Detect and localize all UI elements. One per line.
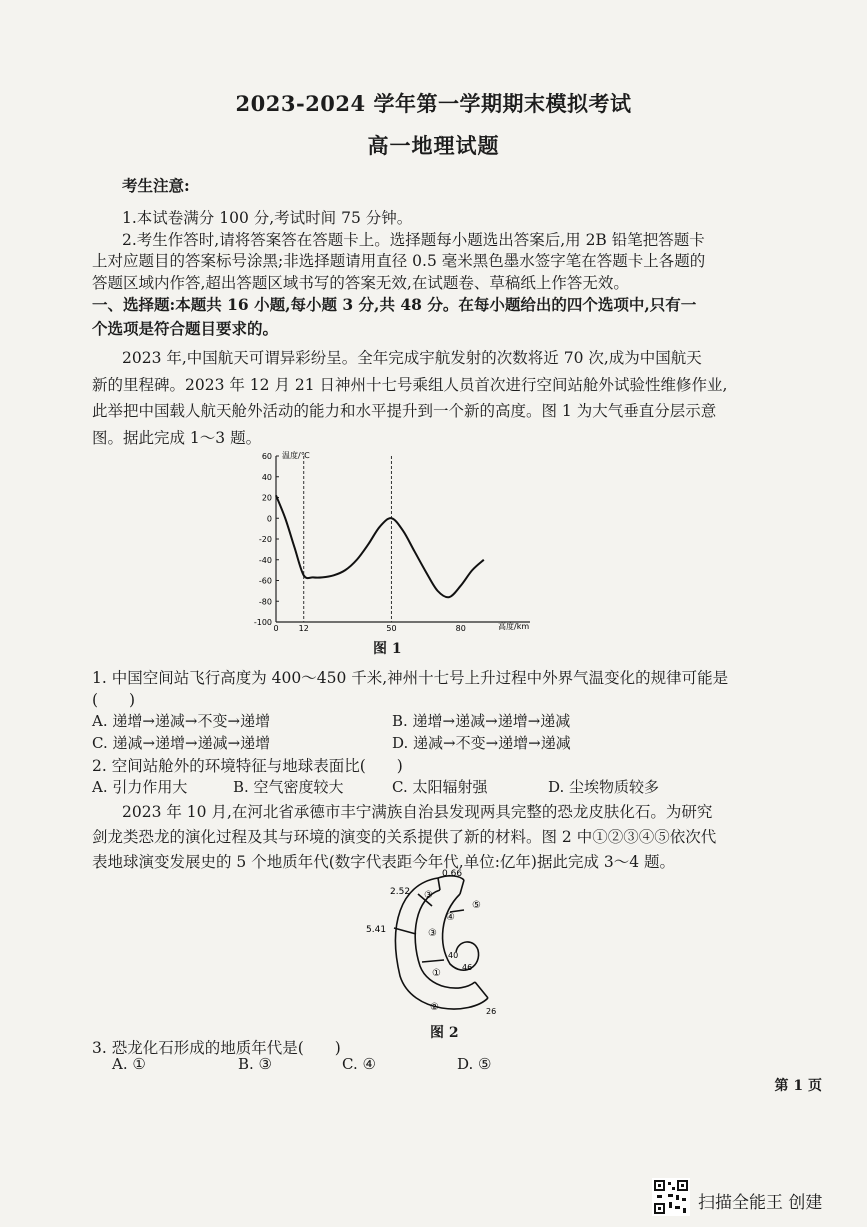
spiral-segment-line xyxy=(394,928,416,934)
section-1-heading-line-1: 一、选择题:本题共 16 小题,每小题 3 分,共 48 分。在每小题给出的四个选项中,只有一 xyxy=(92,295,697,314)
exam-subtitle: 高一地理试题 xyxy=(367,133,500,158)
label-5-41: 5.41 xyxy=(366,925,387,935)
notice-item-2-line-1: 2.考生作答时,请将答案答在答题卡上。选择题每小题选出答案后,用 2B 铅笔把答题卡 xyxy=(122,231,705,249)
x-axis-label: 高度/km xyxy=(498,622,530,631)
y-tick-label: -40 xyxy=(258,555,272,565)
q3-stem: 3. 恐龙化石形成的地质年代是( ) xyxy=(92,1039,341,1057)
region-2: ② xyxy=(430,1002,439,1013)
q2-option-c: C. 太阳辐射强 xyxy=(392,778,488,796)
passage-1-line-3: 此举把中国载人航天舱外活动的能力和水平提升到一个新的高度。图 1 为大气垂直分层示意 xyxy=(92,402,717,420)
q1-stem-line-1: 1. 中国空间站飞行高度为 400～450 千米,神州十七号上升过程中外界气温变化的规律可能是 xyxy=(92,669,729,687)
q3-option-b: B. ③ xyxy=(238,1055,273,1073)
passage-2-line-1: 2023 年 10 月,在河北省承德市丰宁满族自治县发现两具完整的恐龙皮肤化石。为研究 xyxy=(122,803,713,821)
page-number: 第 1 页 xyxy=(774,1078,822,1094)
notice-heading: 考生注意: xyxy=(122,176,190,195)
q2-option-d: D. 尘埃物质较多 xyxy=(548,778,660,796)
label-2-52: 2.52 xyxy=(390,887,411,897)
q1-option-a: A. 递增→递减→不变→递增 xyxy=(92,712,271,730)
section-1-heading-line-2: 个选项是符合题目要求的。 xyxy=(92,319,279,338)
spiral-middle xyxy=(415,890,475,988)
region-3: ③ xyxy=(428,928,437,939)
q1-stem-line-2: ( ) xyxy=(92,691,136,709)
q3-option-c: C. ④ xyxy=(342,1055,376,1073)
y-tick-label: 20 xyxy=(261,493,272,503)
x-tick-label: 50 xyxy=(386,624,397,633)
figure-2-spiral xyxy=(360,866,520,1026)
y-tick-label: 0 xyxy=(266,514,272,524)
y-tick-label: -60 xyxy=(258,576,272,586)
figure-2-caption: 图 2 xyxy=(430,1025,459,1041)
q2-stem: 2. 空间站舱外的环境特征与地球表面比( ) xyxy=(92,757,403,775)
figure-1-caption: 图 1 xyxy=(373,641,402,657)
q2-option-b: B. 空气密度较大 xyxy=(233,778,344,796)
passage-2-line-3: 表地球演变发展史的 5 个地质年代(数字代表距今年代,单位:亿年)据此完成 3～4 题。 xyxy=(92,853,676,871)
qr-code-icon xyxy=(652,1178,690,1216)
q1-option-d: D. 递减→不变→递增→递减 xyxy=(392,734,571,752)
region-4: ④ xyxy=(446,912,455,923)
x-tick-label: 0 xyxy=(273,624,279,633)
label-0-66: 0.66 xyxy=(442,869,463,879)
y-tick-label: -80 xyxy=(258,597,272,607)
y-axis-label: 温度/℃ xyxy=(282,451,310,460)
region-5: ⑤ xyxy=(472,900,481,911)
passage-2-line-2: 剑龙类恐龙的演化过程及其与环境的演变的关系提供了新的材料。图 2 中①②③④⑤依次代 xyxy=(92,828,717,846)
label-40: 40 xyxy=(448,951,459,960)
scanner-watermark: 扫描全能王 创建 xyxy=(698,1193,823,1213)
notice-item-1: 1.本试卷满分 100 分,考试时间 75 分钟。 xyxy=(122,209,413,227)
temperature-curve xyxy=(276,495,484,597)
y-tick-label: 40 xyxy=(261,472,272,482)
spiral-segment-line xyxy=(475,982,488,998)
q1-option-b: B. 递增→递减→递增→递减 xyxy=(392,712,571,730)
y-tick-label: 60 xyxy=(261,452,272,461)
label-26: 26 xyxy=(486,1007,497,1016)
spiral-segment-line xyxy=(438,878,440,890)
spiral-segment-line xyxy=(422,960,444,962)
x-tick-label: 12 xyxy=(298,624,309,633)
region-1: ① xyxy=(432,968,441,979)
q3-option-a: A. ① xyxy=(112,1055,146,1073)
label-46: 46 xyxy=(462,963,473,972)
passage-1-line-1: 2023 年,中国航天可谓异彩纷呈。全年完成宇航发射的次数将近 70 次,成为中国航天 xyxy=(122,349,702,367)
q3-option-d: D. ⑤ xyxy=(457,1055,492,1073)
y-tick-label: -100 xyxy=(253,618,272,627)
figure-1-chart xyxy=(250,450,550,640)
region-3-top: ③ xyxy=(424,890,433,901)
passage-1-line-2: 新的里程碑。2023 年 12 月 21 日神州十七号乘组人员首次进行空间站舱外试验性维修作业, xyxy=(92,376,728,394)
exam-title: 2023-2024 学年第一学期期末模拟考试 xyxy=(235,91,632,116)
q1-option-c: C. 递减→递增→递减→递增 xyxy=(92,734,271,752)
passage-1-line-4: 图。据此完成 1～3 题。 xyxy=(92,429,262,447)
q2-option-a: A. 引力作用大 xyxy=(92,778,188,796)
y-tick-label: -20 xyxy=(258,535,272,544)
notice-item-2-line-2: 上对应题目的答案标号涂黑;非选择题请用直径 0.5 毫米黑色墨水签字笔在答题卡上各题的 xyxy=(92,252,706,270)
x-tick-label: 80 xyxy=(455,624,466,633)
spiral-segment-line xyxy=(460,880,464,894)
notice-item-2-line-3: 答题区域内作答,超出答题区域书写的答案无效,在试题卷、草稿纸上作答无效。 xyxy=(92,274,629,292)
